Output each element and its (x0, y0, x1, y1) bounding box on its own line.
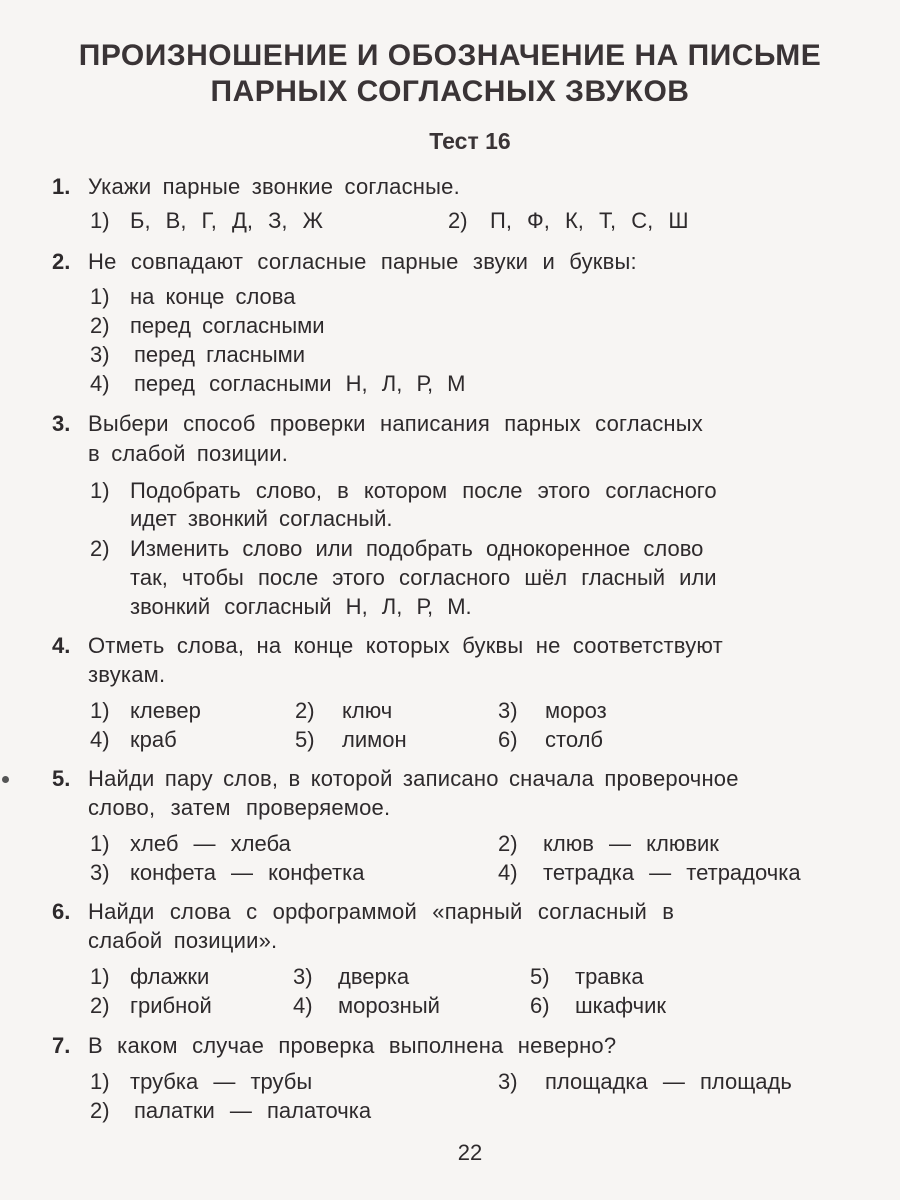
option-text[interactable]: морозный (338, 993, 440, 1018)
option-text[interactable]: клюв — клювик (543, 831, 719, 856)
question-text: Укажи парные звонкие согласные. (88, 174, 460, 199)
option-text[interactable]: ключ (342, 698, 393, 723)
question-number: 7. (52, 1033, 71, 1058)
page-title-line-2: ПАРНЫХ СОГЛАСНЫХ ЗВУКОВ (210, 75, 690, 108)
option-text[interactable]: П, Ф, К, Т, С, Ш (490, 208, 689, 233)
option-label[interactable]: 4) (90, 727, 110, 752)
option-label[interactable]: 1) (90, 698, 110, 723)
page-number: 22 (457, 1140, 483, 1165)
option-text[interactable]: столб (545, 727, 604, 752)
option-label[interactable]: 3) (293, 964, 313, 989)
option-label[interactable]: 1) (90, 284, 110, 309)
question-text: В каком случае проверка выполнена неверно? (88, 1033, 617, 1058)
option-text[interactable]: дверка (338, 964, 410, 989)
option-text[interactable]: тетрадка — тетрадочка (543, 860, 801, 885)
option-text[interactable]: перед согласными (130, 313, 325, 338)
question-number: 2. (52, 249, 71, 274)
question-text: в слабой позиции. (88, 441, 289, 466)
option-label[interactable]: 6) (530, 993, 550, 1018)
option-text[interactable]: идет звонкий согласный. (130, 506, 393, 531)
question-number: 4. (52, 633, 71, 658)
option-label[interactable]: 2) (448, 208, 468, 233)
option-text[interactable]: трубка — трубы (130, 1069, 313, 1094)
test-label: Тест 16 (429, 128, 511, 154)
option-text[interactable]: перед согласными Н, Л, Р, М (134, 371, 466, 396)
option-text[interactable]: Изменить слово или подобрать однокоренное слово (130, 536, 704, 561)
option-text[interactable]: травка (575, 964, 644, 989)
option-label[interactable]: 5) (295, 727, 315, 752)
option-text[interactable]: краб (130, 727, 177, 752)
option-label[interactable]: 4) (498, 860, 518, 885)
option-text[interactable]: флажки (130, 964, 210, 989)
option-label[interactable]: 1) (90, 478, 110, 503)
option-text[interactable]: на конце слова (130, 284, 296, 309)
option-text[interactable]: лимон (342, 727, 407, 752)
option-text[interactable]: Подобрать слово, в котором после этого согласного (130, 478, 717, 503)
option-text[interactable]: мороз (545, 698, 607, 723)
option-text[interactable]: площадка — площадь (545, 1069, 792, 1094)
option-label[interactable]: 2) (498, 831, 518, 856)
page-title-line-1: ПРОИЗНОШЕНИЕ И ОБОЗНАЧЕНИЕ НА ПИСЬМЕ (78, 39, 822, 72)
option-label[interactable]: 1) (90, 831, 110, 856)
question-text: слово, затем проверяемое. (88, 795, 391, 820)
option-text[interactable]: так, чтобы после этого согласного шёл гласный или (130, 565, 717, 590)
option-label[interactable]: 2) (90, 1098, 110, 1123)
question-number: 5. (52, 766, 71, 791)
option-label[interactable]: 3) (90, 342, 110, 367)
option-label[interactable]: 2) (90, 313, 110, 338)
question-text: Отметь слова, на конце которых буквы не соответствуют (88, 633, 723, 658)
option-label[interactable]: 4) (90, 371, 110, 396)
option-label[interactable]: 1) (90, 208, 110, 233)
option-label[interactable]: 1) (90, 1069, 110, 1094)
option-label[interactable]: 2) (90, 536, 110, 561)
option-text[interactable]: конфета — конфетка (130, 860, 365, 885)
option-text[interactable]: палатки — палаточка (134, 1098, 372, 1123)
question-number: 6. (52, 899, 71, 924)
option-text[interactable]: шкафчик (575, 993, 666, 1018)
option-text[interactable]: перед гласными (134, 342, 306, 367)
question-text: Найди слова с орфограммой «парный согласный в (88, 899, 675, 924)
option-label[interactable]: 6) (498, 727, 518, 752)
question-number: 3. (52, 411, 71, 436)
question-text: Найди пару слов, в которой записано сначала проверочное (88, 766, 739, 791)
option-label[interactable]: 3) (498, 1069, 518, 1094)
option-label[interactable]: 2) (90, 993, 110, 1018)
option-text[interactable]: хлеб — хлеба (130, 831, 291, 856)
margin-dot (2, 776, 9, 783)
question-text: Не совпадают согласные парные звуки и буквы: (88, 249, 637, 274)
question-text: звукам. (88, 662, 166, 687)
option-label[interactable]: 2) (295, 698, 315, 723)
question-text: слабой позиции». (88, 928, 278, 953)
option-label[interactable]: 5) (530, 964, 550, 989)
question-text: Выбери способ проверки написания парных согласных (88, 411, 703, 436)
option-text[interactable]: Б, В, Г, Д, З, Ж (130, 208, 323, 233)
option-text[interactable]: грибной (130, 993, 212, 1018)
option-label[interactable]: 1) (90, 964, 110, 989)
option-label[interactable]: 4) (293, 993, 313, 1018)
option-label[interactable]: 3) (90, 860, 110, 885)
option-text[interactable]: клевер (130, 698, 201, 723)
option-text[interactable]: звонкий согласный Н, Л, Р, М. (130, 594, 472, 619)
option-label[interactable]: 3) (498, 698, 518, 723)
question-number: 1. (52, 174, 71, 199)
